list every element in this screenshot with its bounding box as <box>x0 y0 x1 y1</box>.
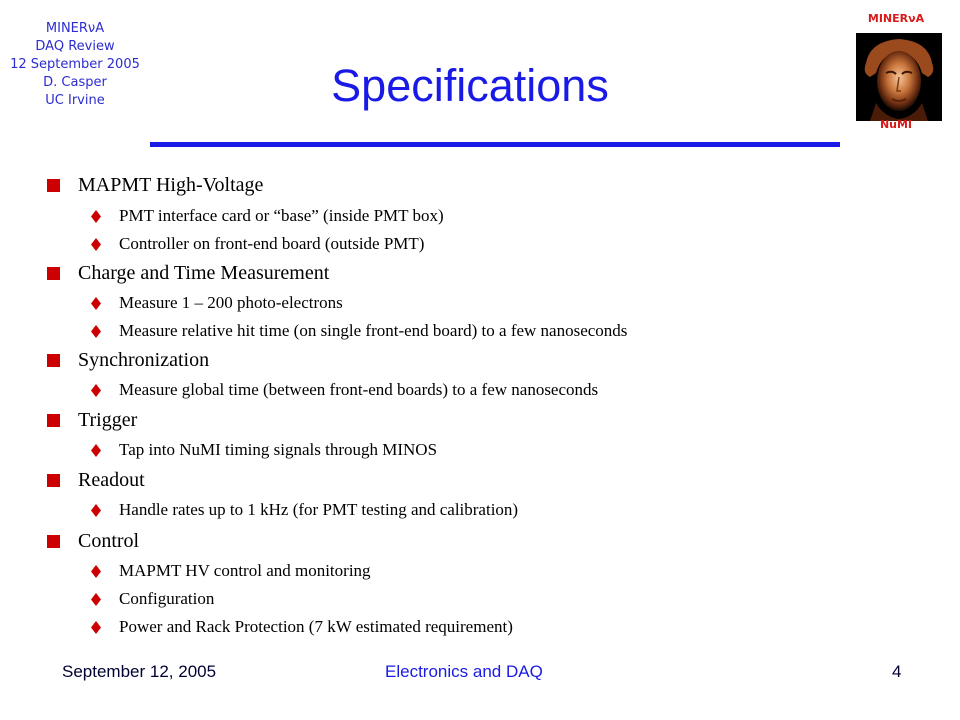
list-heading <box>78 469 145 492</box>
item-text: Power and Rack Protection (7 kW estimated requirement) <box>119 617 513 636</box>
list-item <box>119 589 214 609</box>
heading-text: Control <box>78 530 140 552</box>
minerva-head-icon <box>856 33 942 121</box>
list-item <box>119 500 518 520</box>
red-square-bullet-icon <box>47 179 60 192</box>
red-square-bullet-icon <box>47 414 60 427</box>
title-underline <box>150 142 840 147</box>
presentation-info <box>0 20 150 110</box>
heading-text: Readout <box>78 469 145 491</box>
info-line: D. Casper <box>43 75 107 90</box>
list-item <box>119 206 444 226</box>
info-line: MINERνA <box>45 21 105 36</box>
red-square-bullet-icon <box>47 354 60 367</box>
red-diamond-bullet-icon <box>91 210 101 223</box>
minerva-logo <box>848 12 944 136</box>
item-text: Configuration <box>119 589 215 608</box>
slide-title: Specifications <box>331 60 609 111</box>
item-text: Measure 1 – 200 photo-electrons <box>119 293 343 312</box>
list-item <box>119 234 424 254</box>
item-text: Handle rates up to 1 kHz (for PMT testing and calibration) <box>119 500 519 519</box>
red-diamond-bullet-icon <box>91 593 101 606</box>
page-number: 4 <box>892 662 902 681</box>
red-diamond-bullet-icon <box>91 384 101 397</box>
list-item <box>119 617 513 637</box>
heading-text: MAPMT High-Voltage <box>78 174 264 196</box>
list-item <box>119 440 437 460</box>
list-item <box>119 561 371 581</box>
item-text: Measure global time (between front-end boards) to a few nanoseconds <box>119 380 599 399</box>
heading-text: Synchronization <box>78 349 210 371</box>
info-line: UC Irvine <box>45 93 105 108</box>
heading-text: Charge and Time Measurement <box>78 262 330 284</box>
heading-text: Trigger <box>78 409 138 431</box>
item-text: Tap into NuMI timing signals through MINOS <box>119 440 438 459</box>
red-diamond-bullet-icon <box>91 621 101 634</box>
item-text: MAPMT HV control and monitoring <box>119 561 371 580</box>
red-square-bullet-icon <box>47 535 60 548</box>
list-heading <box>78 174 263 197</box>
info-line: 12 September 2005 <box>10 57 140 72</box>
logo-top-label: MINERνA <box>867 12 925 25</box>
item-text: Measure relative hit time (on single front-end board) to a few nanoseconds <box>119 321 628 340</box>
list-heading <box>78 349 209 372</box>
list-item <box>119 380 598 400</box>
info-line: DAQ Review <box>35 39 115 54</box>
item-text: PMT interface card or “base” (inside PMT box) <box>119 206 444 225</box>
list-heading <box>78 262 329 285</box>
red-diamond-bullet-icon <box>91 565 101 578</box>
red-diamond-bullet-icon <box>91 444 101 457</box>
red-diamond-bullet-icon <box>91 504 101 517</box>
footer-date: September 12, 2005 <box>62 662 217 681</box>
list-item <box>119 293 343 313</box>
list-item <box>119 321 627 341</box>
red-diamond-bullet-icon <box>91 325 101 338</box>
list-heading <box>78 530 139 553</box>
item-text: Controller on front-end board (outside PMT) <box>119 234 425 253</box>
footer-title: Electronics and DAQ <box>385 662 543 681</box>
red-square-bullet-icon <box>47 474 60 487</box>
red-square-bullet-icon <box>47 267 60 280</box>
red-diamond-bullet-icon <box>91 238 101 251</box>
red-diamond-bullet-icon <box>91 297 101 310</box>
logo-bottom-label: NuMI <box>879 118 913 131</box>
list-heading <box>78 409 137 432</box>
